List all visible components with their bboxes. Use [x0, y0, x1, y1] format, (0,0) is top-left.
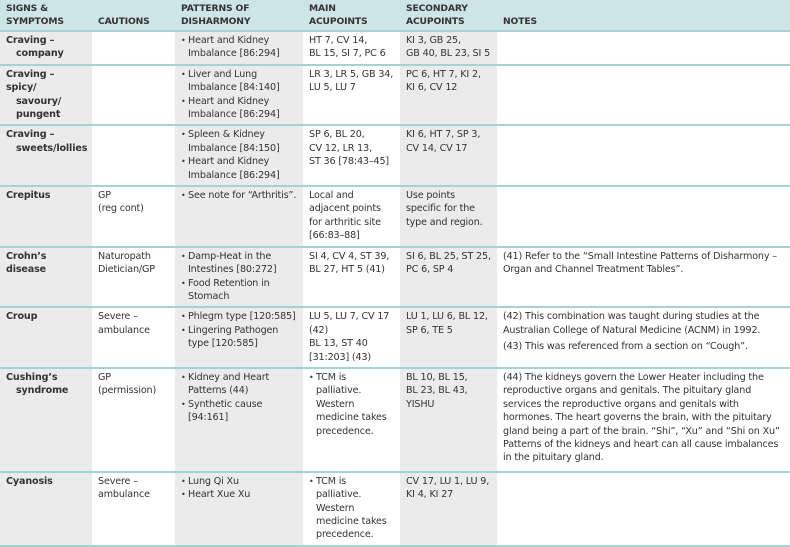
main-acupoint-text: LU 5, LU 7, CV 17 [309, 311, 390, 323]
note-paragraph: (41) Refer to the “Small Intestine Patterns of Disharmony – Organ and Channel Treatment Tables”. [503, 250, 777, 276]
caution-text: Naturopath [98, 250, 151, 262]
main-acupoint-text: BL 13, ST 40 [309, 338, 368, 350]
secondary-acupoint-text: PC 6, SP 4 [406, 264, 454, 276]
pattern-item: • Synthetic cause [94:161] [181, 398, 297, 425]
note-paragraph: (44) The kidneys govern the Lower Heater including the reproductive organs and genitals. The pituitary gland services the reproductive organs and genitals with hormones. The heart governs the brain, with the pituitary gland being a part of the brain. “Shi”, “Xu” and “Shi on Xu” Patterns of the kidneys and heart can all cause imbalances in the pituitary gland. [503, 371, 780, 464]
notes-cell [497, 125, 790, 186]
secondary-acupoints-cell [400, 186, 497, 247]
table-row [0, 125, 790, 186]
main-acupoint-text: Local and [309, 190, 354, 202]
cautions-cell [92, 307, 175, 368]
main-acupoint-text: LR 3, LR 5, GB 34, [309, 68, 394, 80]
sign-text: company [16, 48, 64, 60]
pattern-item: • See note for “Arthritis”. [181, 189, 297, 202]
caution-text: Dietician/GP [98, 264, 155, 276]
secondary-acupoint-text: KI 3, GB 25, [406, 35, 461, 46]
sign-cell [0, 186, 92, 247]
secondary-acupoint-text: CV 17, LU 1, LU 9, [406, 475, 490, 487]
header-row [0, 0, 790, 31]
pattern-item: • Heart and Kidney Imbalance [86:294] [181, 95, 297, 122]
sign-cell [0, 472, 92, 546]
secondary-acupoints-cell [400, 472, 497, 546]
main-acupoint-text: (42) [309, 324, 329, 336]
sign-text: Crepitus [6, 190, 51, 202]
main-acupoint-item: • TCM is palliative. Western medicine takes precedence. [309, 371, 394, 438]
caution-text: Severe – [98, 475, 138, 487]
sign-text: syndrome [16, 385, 69, 397]
sign-cell [0, 65, 92, 126]
main-acupoints-cell [303, 368, 400, 472]
sign-cell [0, 31, 92, 65]
secondary-acupoint-text: SP 6, TE 5 [406, 324, 453, 336]
sign-text: Croup [6, 311, 38, 323]
notes-cell [497, 307, 790, 368]
table-row [0, 65, 790, 126]
notes-cell [497, 31, 790, 65]
cautions-cell [92, 368, 175, 472]
sign-cell [0, 247, 92, 308]
patterns-cell [175, 125, 303, 186]
table-row [0, 31, 790, 65]
sign-text: Cyanosis [6, 475, 53, 487]
main-acupoint-text: [66:83–88] [309, 230, 360, 242]
table-row [0, 307, 790, 368]
secondary-acupoint-text: Use points [406, 190, 455, 202]
sign-text: savoury/ [16, 95, 62, 107]
patterns-cell [175, 31, 303, 65]
main-acupoint-text: adjacent points [309, 203, 381, 215]
table-row [0, 247, 790, 308]
secondary-acupoints-cell [400, 125, 497, 186]
caution-text: (reg cont) [98, 203, 144, 215]
header-notes: NOTES [497, 0, 790, 31]
pattern-item: • Damp-Heat in the Intestines [80:272] [181, 250, 297, 277]
pattern-item: • Lung Qi Xu [181, 475, 297, 488]
main-acupoint-text: ST 36 [78:43–45] [309, 156, 389, 168]
patterns-cell [175, 307, 303, 368]
caution-text: ambulance [98, 489, 150, 501]
secondary-acupoint-text: BL 23, BL 43, [406, 385, 468, 397]
pattern-item: • Phlegm type [120:585] [181, 310, 297, 323]
secondary-acupoint-text: KI 6, CV 12 [406, 82, 458, 94]
pattern-item: • Food Retention in Stomach [181, 277, 297, 304]
main-acupoints-cell [303, 65, 400, 126]
main-acupoint-text: for arthritic site [309, 216, 381, 228]
cautions-cell [92, 65, 175, 126]
notes-cell [497, 247, 790, 308]
sign-cell [0, 368, 92, 472]
notes-cell [497, 186, 790, 247]
header-main-acupoints: MAIN ACUPOINTS [303, 0, 400, 31]
main-acupoints-cell [303, 247, 400, 308]
main-acupoints-cell [303, 186, 400, 247]
main-acupoints-cell [303, 31, 400, 65]
secondary-acupoint-text: KI 6, HT 7, SP 3, [406, 129, 481, 141]
notes-cell [497, 65, 790, 126]
sign-text: Craving – [6, 129, 55, 141]
cautions-cell [92, 247, 175, 308]
secondary-acupoint-text: CV 14, CV 17 [406, 142, 468, 154]
secondary-acupoint-text: SI 6, BL 25, ST 25, [406, 250, 491, 262]
secondary-acupoints-cell [400, 247, 497, 308]
main-acupoints-cell [303, 125, 400, 186]
pattern-item: • Liver and Lung Imbalance [84:140] [181, 68, 297, 95]
cautions-cell [92, 186, 175, 247]
main-acupoints-cell [303, 472, 400, 546]
sign-text: Craving – [6, 35, 55, 46]
secondary-acupoint-text: BL 10, BL 15, [406, 371, 468, 383]
sign-text: Crohn’s disease [6, 250, 47, 276]
sign-text: Cushing’s [6, 371, 58, 383]
main-acupoint-text: LU 5, LU 7 [309, 82, 356, 94]
table-row [0, 472, 790, 546]
pattern-item: • Lingering Pathogen type [120:585] [181, 324, 297, 351]
notes-cell [497, 472, 790, 546]
secondary-acupoints-cell [400, 368, 497, 472]
sign-text: sweets/lollies [16, 142, 88, 154]
main-acupoint-text: SI 4, CV 4, ST 39, [309, 250, 390, 262]
cautions-cell [92, 31, 175, 65]
main-acupoints-cell [303, 307, 400, 368]
secondary-acupoint-text: YISHU [406, 398, 435, 410]
caution-text: Severe – [98, 311, 138, 323]
header-cautions: CAUTIONS [92, 0, 175, 31]
patterns-cell [175, 368, 303, 472]
main-acupoint-text: SP 6, BL 20, [309, 129, 365, 141]
secondary-acupoint-text: LU 1, LU 6, BL 12, [406, 311, 488, 323]
patterns-cell [175, 186, 303, 247]
main-acupoint-text: HT 7, CV 14, [309, 35, 368, 46]
caution-text: (permission) [98, 385, 157, 397]
secondary-acupoints-cell [400, 307, 497, 368]
pattern-item: • Heart and Kidney Imbalance [86:294] [181, 155, 297, 182]
main-acupoint-text: CV 12, LR 13, [309, 142, 372, 154]
secondary-acupoint-text: type and region. [406, 216, 483, 228]
secondary-acupoint-text: GB 40, BL 23, SI 5 [406, 48, 491, 60]
pattern-item: • Heart Xue Xu [181, 488, 297, 501]
sign-cell [0, 125, 92, 186]
cautions-cell [92, 125, 175, 186]
table-row [0, 186, 790, 247]
note-paragraph: (42) This combination was taught during studies at the Australian College of Natural Medicine (ACNM) in 1992. [503, 311, 761, 336]
main-acupoint-text: BL 27, HT 5 (41) [309, 264, 385, 276]
pattern-item: • Heart and Kidney Imbalance [86:294] [181, 34, 297, 61]
sign-cell [0, 307, 92, 368]
sign-text: pungent [16, 109, 61, 121]
header-patterns: PATTERNS OF DISHARMONY [175, 0, 303, 31]
secondary-acupoint-text: PC 6, HT 7, KI 2, [406, 68, 481, 80]
notes-cell [497, 368, 790, 472]
main-acupoint-text: [31:203] (43) [309, 351, 372, 363]
cautions-cell [92, 472, 175, 546]
caution-text: ambulance [98, 324, 150, 336]
main-acupoint-text: BL 15, SI 7, PC 6 [309, 48, 386, 60]
pattern-item: • Spleen & Kidney Imbalance [84:150] [181, 128, 297, 155]
secondary-acupoint-text: KI 4, KI 27 [406, 489, 454, 501]
note-paragraph: (43) This was referenced from a section on “Cough”. [503, 341, 748, 353]
patterns-cell [175, 247, 303, 308]
main-acupoint-item: • TCM is palliative. Western medicine takes precedence. [309, 475, 394, 542]
header-secondary-acupoints: SECONDARY ACUPOINTS [400, 0, 497, 31]
secondary-acupoint-text: specific for the [406, 203, 475, 215]
secondary-acupoints-cell [400, 31, 497, 65]
table-row [0, 368, 790, 472]
caution-text: GP [98, 190, 111, 202]
caution-text: GP [98, 371, 111, 383]
secondary-acupoints-cell [400, 65, 497, 126]
header-signs: SIGNS & SYMPTOMS [0, 0, 92, 31]
pattern-item: • Kidney and Heart Patterns (44) [181, 371, 297, 398]
sign-text: Craving – spicy/ [6, 68, 55, 94]
patterns-cell [175, 65, 303, 126]
patterns-cell [175, 472, 303, 546]
